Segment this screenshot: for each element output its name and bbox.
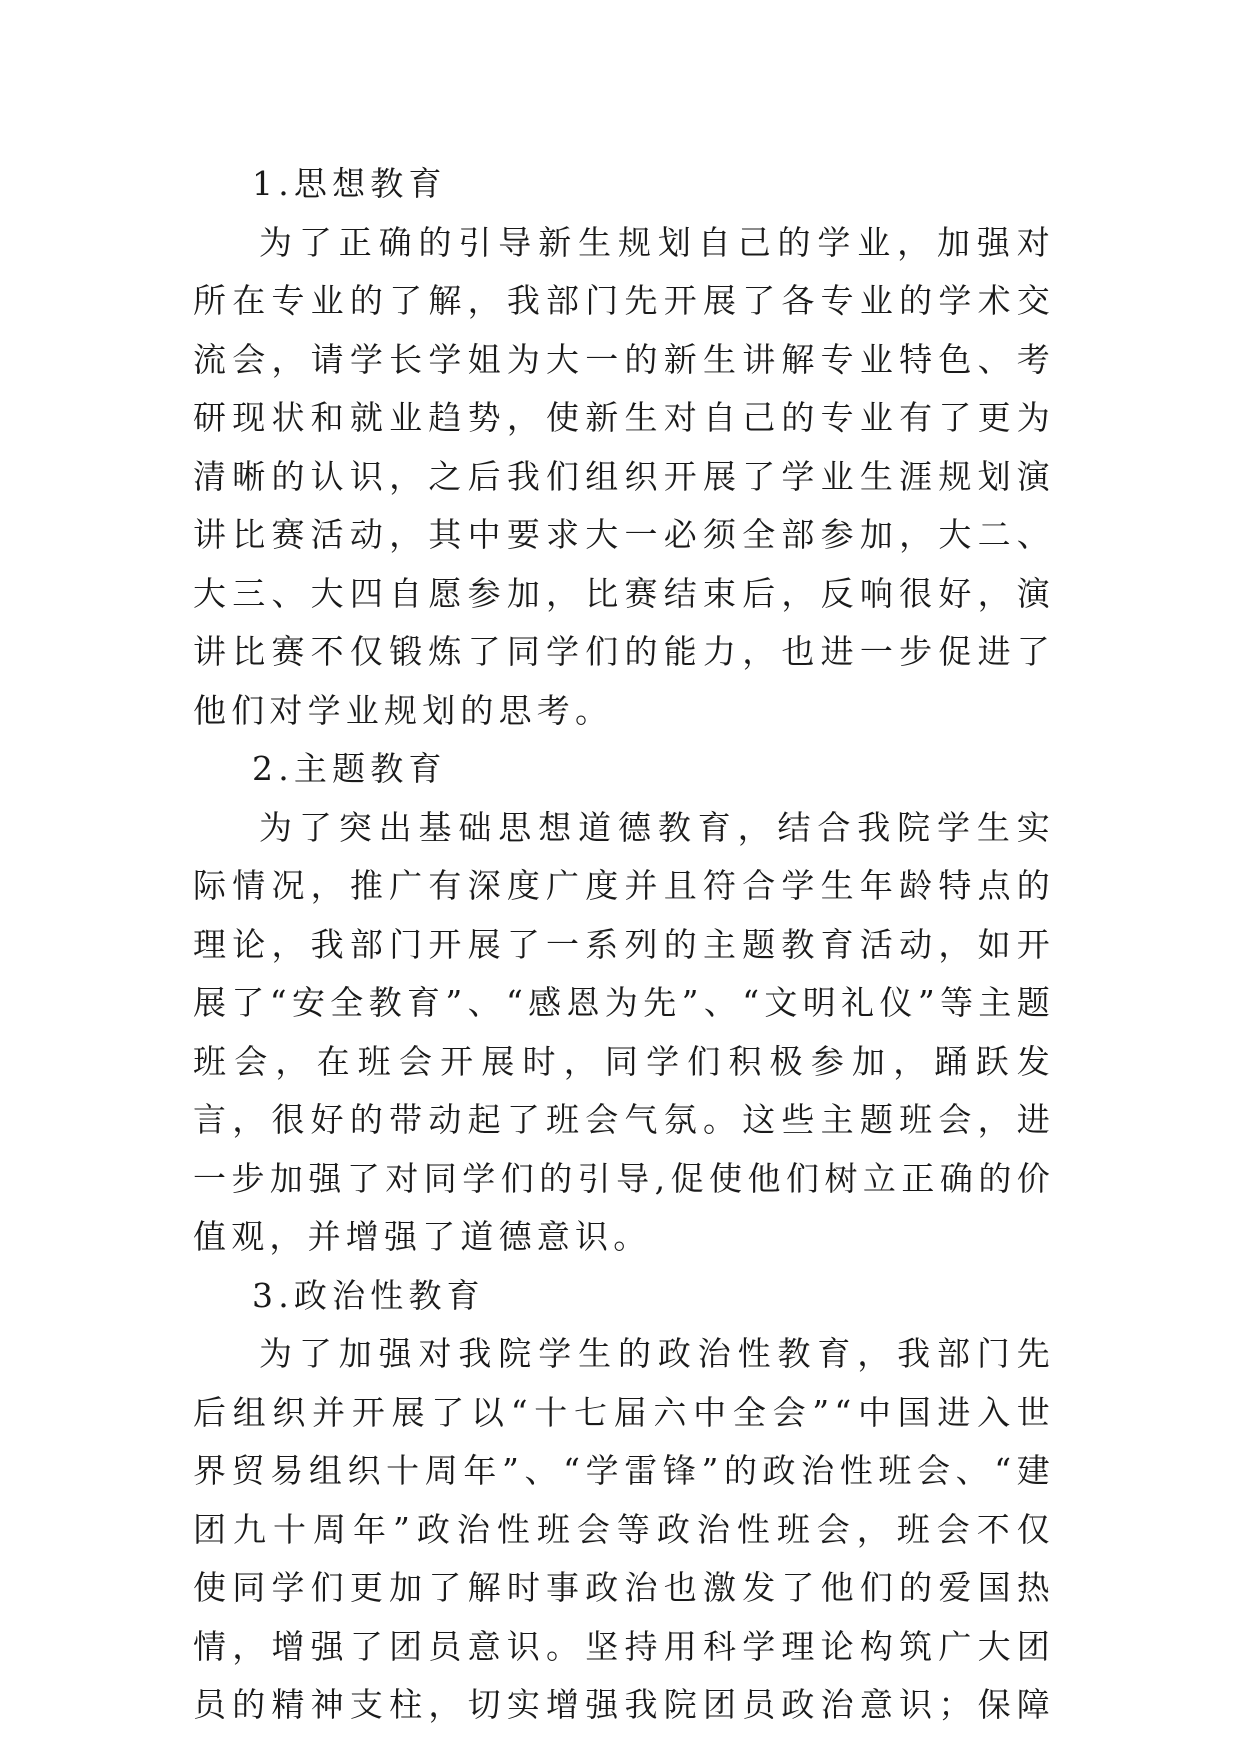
- section-paragraph-political-education: 为了加强对我院学生的政治性教育，我部门先后组织并开展了以“十七届六中全会”“中国进入世界贸易组织十周年”、“学雷锋”的政治性班会、“建团九十周年”政治性班会等政治性班会，班会不仅使同学们更加了解时事政治也激发了他们的爱国热情，增强了团员意识。坚持用科学理论构筑广大团员的精神支柱，切实增强我院团员政治意识；保障: [193, 1334, 1055, 1724]
- section-paragraph-ideological-education: 为了正确的引导新生规划自己的学业，加强对所在专业的了解，我部门先开展了各专业的学术交流会，请学长学姐为大一的新生讲解专业特色、考研现状和就业趋势，使新生对自己的专业有了更为清晰的认识，之后我们组织开展了学业生涯规划演讲比赛活动，其中要求大一必须全部参加，大二、大三、大四自愿参加，比赛结束后，反响很好，演讲比赛不仅锻炼了同学们的能力，也进一步促进了他们对学业规划的思考。: [193, 222, 1055, 730]
- document-body: [193, 155, 1055, 1735]
- section-heading-ideological-education: 1.思想教育: [252, 164, 447, 203]
- section-paragraph-theme-education: 为了突出基础思想道德教育，结合我院学生实际情况，推广有深度广度并且符合学生年龄特点的理论，我部门开展了一系列的主题教育活动，如开展了“安全教育”、“感恩为先”、“文明礼仪”等主题班会，在班会开展时，同学们积极参加，踊跃发言，很好的带动起了班会气氛。这些主题班会，进一步加强了对同学们的引导,促使他们树立正确的价值观，并增强了道德意识。: [193, 807, 1055, 1256]
- section-heading-theme-education: 2.主题教育: [252, 749, 447, 788]
- section-heading-political-education: 3.政治性教育: [252, 1275, 485, 1315]
